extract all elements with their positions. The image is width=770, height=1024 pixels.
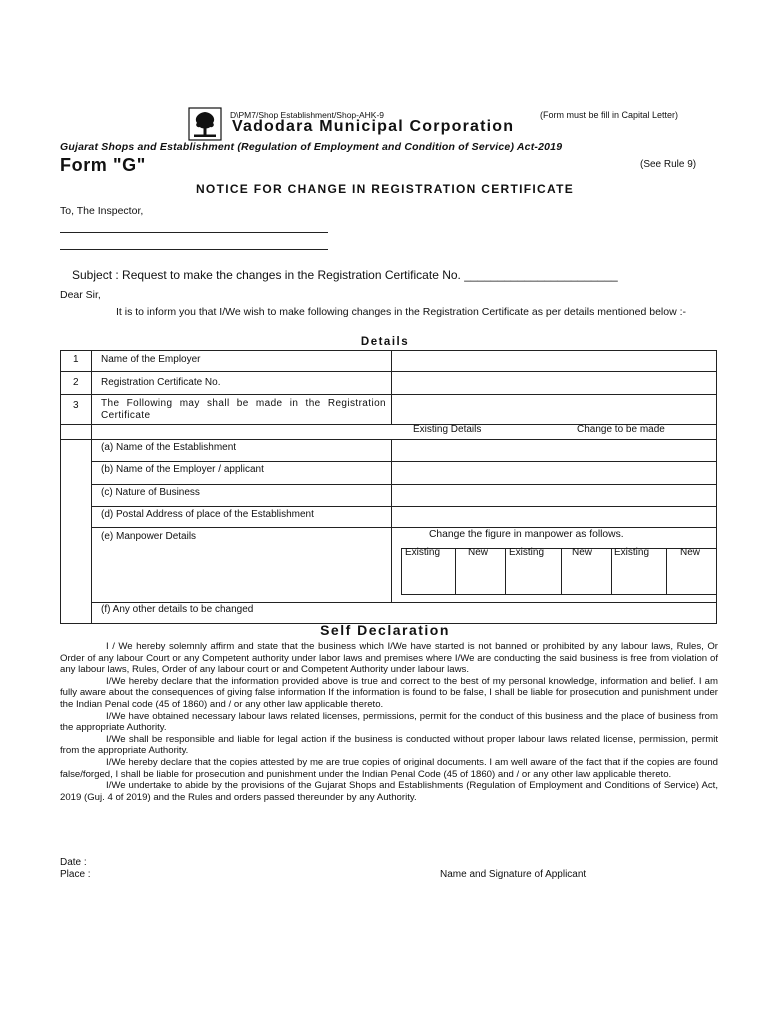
declaration-paragraph: I/We have obtained necessary labour laws related licenses, permissions, permit for the conduct of this business and the place of business from the appropriate Authority. [60, 710, 718, 734]
employer-name-field[interactable] [392, 352, 715, 371]
employer-applicant-label: (b) Name of the Employer / applicant [101, 464, 264, 475]
vmc-emblem-icon [188, 107, 222, 141]
manpower-details-label: (e) Manpower Details [101, 531, 197, 542]
form-title: Form "G" [60, 155, 146, 175]
see-rule: (See Rule 9) [640, 159, 697, 170]
date-label: Date : [60, 857, 87, 868]
organization-name: Vadodara Municipal Corporation [232, 118, 515, 135]
signature-label: Name and Signature of Applicant [440, 869, 587, 880]
notice-title: NOTICE FOR CHANGE IN REGISTRATION CERTIFICATE [195, 182, 575, 196]
declaration-paragraph: I / We hereby solemnly affirm and state that the business which I/We have started is not banned or prohibited by any labour laws, Rules, Or Order of any labour Court or any Competent authority under labor laws and premises where I/We are conducting the said business is free from violation of any labour laws, Rules, Order of any labour court or and Competent Authority under labour laws. [60, 641, 718, 676]
subject-line: Subject : Request to make the changes in the Registration Certificate No. _______________________ [72, 268, 618, 282]
nature-of-business-label: (c) Nature of Business [101, 487, 200, 498]
details-table [60, 350, 717, 624]
capital-letter-note: (Form must be fill in Capital Letter) [540, 110, 679, 120]
manpower-col-new: New [572, 547, 593, 558]
declaration-text [60, 641, 718, 803]
manpower-col-existing: Existing [614, 547, 650, 558]
declaration-paragraph: I/We shall be responsible and liable for legal action if the business is conducted without proper labour laws related license, permission, permit from the appropriate Authority. [60, 733, 718, 757]
postal-address-label: (d) Postal Address of place of the Establishment [101, 509, 314, 520]
details-heading: Details [360, 336, 410, 348]
address-line-2[interactable] [60, 249, 328, 250]
establishment-name-label: (a) Name of the Establishment [101, 442, 237, 453]
changes-label: The Following may shall be made in the Registration Certificate [101, 398, 386, 421]
manpower-col-new: New [680, 547, 701, 558]
manpower-col-existing: Existing [509, 547, 545, 558]
form-reference: D\PM7/Shop Establishment/Shop-AHK-9 [230, 110, 385, 120]
address-line-1[interactable] [60, 232, 328, 233]
row-number: 3 [73, 400, 79, 411]
other-details-label: (f) Any other details to be changed [101, 604, 254, 615]
registration-no-label: Registration Certificate No. [101, 377, 221, 388]
manpower-col-existing: Existing [405, 547, 441, 558]
intro-paragraph: It is to inform you that I/We wish to make following changes in the Registration Certificate as per details mentioned below :- [116, 306, 686, 318]
registration-no-field[interactable] [392, 372, 715, 394]
existing-details-header: Existing Details [413, 424, 482, 435]
act-title: Gujarat Shops and Establishment (Regulation of Employment and Condition of Service) Act-2019 [60, 141, 563, 153]
manpower-note: Change the figure in manpower as follows. [429, 529, 624, 540]
employer-name-label: Name of the Employer [101, 354, 201, 365]
place-label: Place : [60, 869, 91, 880]
addressee: To, The Inspector, [60, 205, 144, 217]
salutation: Dear Sir, [60, 289, 101, 301]
row-number: 1 [73, 354, 79, 365]
row-number: 2 [73, 377, 79, 388]
declaration-paragraph: I/We undertake to abide by the provisions of the Gujarat Shops and Establishments (Regulation of Employment and Conditions of Service) Act, 2019 (Guj. 4 of 2019) and the Rules and orders passed thereunder by any Authority. [60, 780, 718, 803]
declaration-paragraph: I/We hereby declare that the copies attested by me are true copies of original documents. I am well aware of the fact that if the copies are found false/forged, I shall be liable for prosecution and punishment under the Indian Penal Code (45 of 1860) and / or any other law applicable thereto. [60, 756, 718, 780]
declaration-paragraph: I/We hereby declare that the information provided above is true and correct to the best of my personal knowledge, information and belief. I am fully aware about the consequences of giving false information If the information is found to be false, I shall be liable for prosecution and punishment under the Indian Penal code (45 of 1860) and / or any other law applicable thereto. [60, 675, 718, 710]
manpower-col-new: New [468, 547, 489, 558]
self-declaration-heading: Self Declaration [320, 622, 450, 638]
change-to-be-made-header: Change to be made [577, 424, 665, 435]
